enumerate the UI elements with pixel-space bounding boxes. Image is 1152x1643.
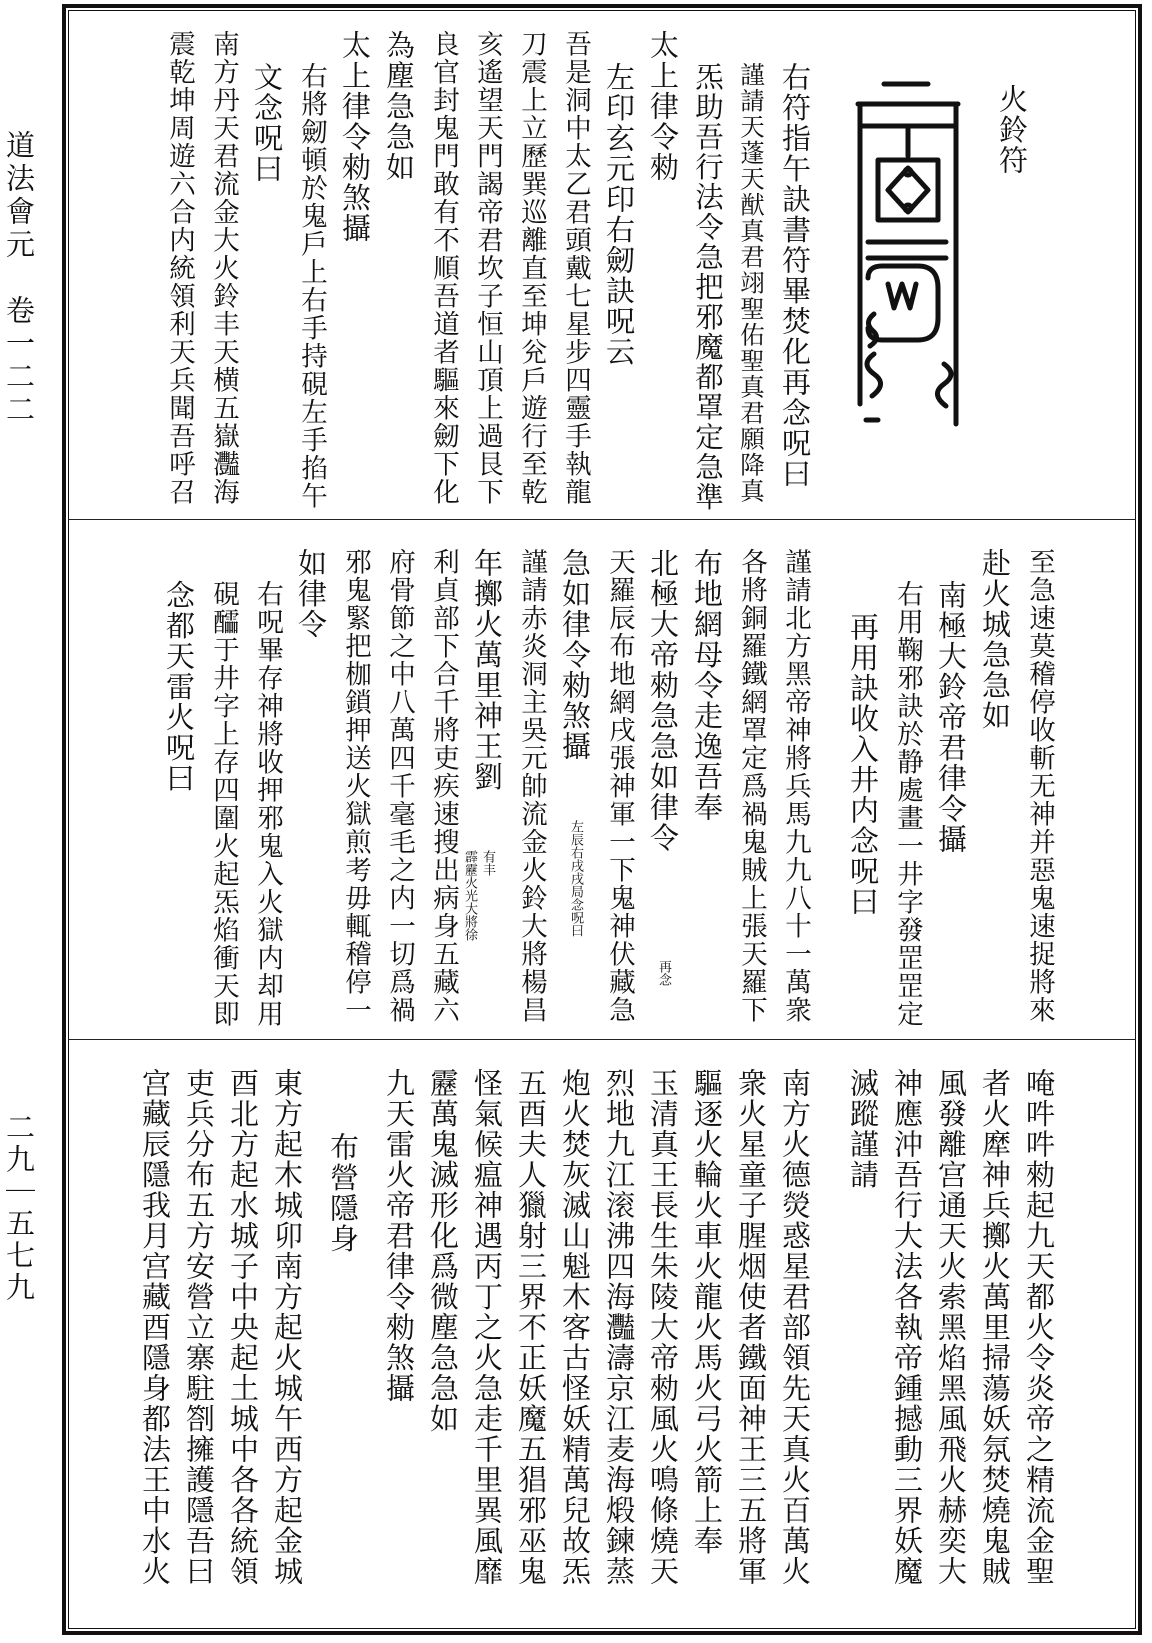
- text-column: 為塵急急如: [382, 30, 416, 183]
- text-column: 再用訣收入井内念呪曰: [846, 612, 880, 917]
- text-column: 謹請北方黑帝神將兵馬九九八十一萬衆: [780, 548, 811, 1024]
- text-column: 太上律令勑煞攝: [338, 30, 372, 244]
- text-column: 者火犘神兵擲火萬里掃蕩妖氛焚燒鬼賊: [978, 1068, 1012, 1587]
- text-column: 酉北方起水城子中央起土城中各各統領: [226, 1068, 260, 1587]
- text-column: 邪鬼緊把枷鎖押送火獄煎考毋輒稽停一: [340, 548, 371, 1024]
- text-column: 驅逐火輪火車火龍火馬火弓火箭上奉: [690, 1068, 724, 1556]
- text-column: 右用鞠邪訣於静處畫一井字發罡罡定: [892, 580, 923, 1028]
- text-column: 年擲火萬里神王劉: [470, 548, 504, 792]
- text-column: 各將銅羅鐵網罩定爲禍鬼賊上張天羅下: [736, 548, 767, 1024]
- text-column: 右將劒頓於鬼戶上右手持硯左手掐午: [296, 62, 327, 510]
- text-column: 吏兵分布五方安營立寨駐劄擁護隱吾曰: [182, 1068, 216, 1587]
- text-column: 東方起木城卯南方起火城午西方起金城: [270, 1068, 304, 1587]
- text-column: 如律令: [294, 548, 328, 640]
- text-column: 布地網母令走逸吾奉: [690, 548, 724, 823]
- text-column: 硯醽于井字上存四圍火起炁焰衝天即: [208, 580, 239, 1028]
- text-column: 九天雷火帝君律令勑煞攝: [382, 1068, 416, 1404]
- text-column: 刀震上立歷巽巡離直至坤兊戶遊行至乾: [516, 30, 547, 506]
- book-title-margin: 道法會元 卷一二二: [2, 130, 36, 427]
- text-column: 玉清真王長生朱陵大帝勑風火鳴條燒天: [646, 1068, 680, 1587]
- text-column: 靂萬鬼滅形化爲微塵急急如: [426, 1068, 460, 1434]
- talisman-seal-icon: [848, 64, 968, 444]
- text-column: 利貞部下合千將吏疾速搜出病身五藏六: [428, 548, 459, 1024]
- text-column: 南方火德熒惑星君部領先天真火百萬火: [778, 1068, 812, 1587]
- text-column: 府骨節之中八萬四千毫毛之内一切爲禍: [384, 548, 415, 1024]
- text-column: 布營隱身: [326, 1132, 360, 1254]
- text-column: 烈地九江滚沸四海灩濤京江麦海煅鍊蒸: [602, 1068, 636, 1587]
- text-column: 南方丹天君流金大火鈴丰天横五嶽灩海: [208, 30, 239, 506]
- text-column: 吾是洞中太乙君頭戴七星步四靈手執龍: [560, 30, 591, 506]
- text-column: 炮火焚灰滅山魁木客古怪妖精萬兒故炁: [558, 1068, 592, 1587]
- text-column: 右呪畢存神將收押邪鬼入火獄内却用: [252, 580, 283, 1028]
- talisman-name: 火鈴符: [995, 84, 1029, 176]
- text-column: 怪氣候瘟神遇丙丁之火急走千里異風靡: [470, 1068, 504, 1587]
- text-column: 右符指午訣書符畢焚化再念呪曰: [778, 62, 812, 489]
- text-column: 宫藏辰隱我月宫藏酉隱身都法王中水火: [138, 1068, 172, 1587]
- interlinear-note: 左辰右戌戌局念呪曰: [568, 820, 583, 937]
- interlinear-note: 有丰: [480, 850, 495, 876]
- text-column: 文念呪曰: [250, 62, 284, 184]
- section-divider-top: [68, 519, 1136, 520]
- text-column: 赴火城急急如: [978, 548, 1012, 731]
- text-column: 謹請天蓬天猷真君翊聖佑聖真君願降真: [737, 62, 766, 504]
- text-column: 北極大帝勑急急如律令: [646, 548, 680, 853]
- text-column: 亥遙望天門謁帝君坎子恒山頂上過艮下: [472, 30, 503, 506]
- text-column: 五酉夫人獵射三界不正妖魔五猖邪巫鬼: [514, 1068, 548, 1587]
- text-column: 至急速莫稽停收斬无神并惡鬼速捉將來: [1024, 548, 1055, 1024]
- text-column: 風發離宫通天火索黑焰黑風飛火赫奕大: [934, 1068, 968, 1587]
- text-column: 謹請赤炎洞主吳元帥流金火鈴大將楊昌: [516, 548, 547, 1024]
- text-column: 炁助吾行法令急把邪魔都罩定急準: [691, 62, 724, 512]
- text-column: 神應沖吾行大法各執帝鍾撼動三界妖魔: [890, 1068, 924, 1587]
- text-column: 南極大鈴帝君律令攝: [934, 580, 968, 855]
- text-column: 念都天雷火呪曰: [162, 580, 196, 794]
- text-column: 太上律令勑: [646, 30, 680, 183]
- interlinear-note: 再念: [656, 960, 671, 986]
- text-column: 衆火星童子腥烟使者鐵面神王三五將軍: [734, 1068, 768, 1587]
- text-column: 唵吽吽勑起九天都火令炎帝之精流金聖: [1022, 1068, 1056, 1587]
- text-column: 天羅辰布地網戌張神軍一下鬼神伏藏急: [604, 548, 635, 1024]
- text-column: 急如律令勑煞攝: [558, 548, 592, 762]
- text-column: 良官封鬼門敢有不順吾道者驅來劒下化: [428, 30, 459, 506]
- text-column: 滅蹤謹請: [846, 1068, 880, 1190]
- text-column: 左印玄元印右劒訣呪云: [602, 62, 636, 367]
- text-column: 震乾坤周遊六合内統領利天兵聞吾呼召: [164, 30, 195, 506]
- section-divider-bottom: [68, 1039, 1136, 1040]
- page-number-margin: 二九｜五七九: [2, 1112, 36, 1304]
- interlinear-note: 霹靂火光大將徐: [462, 850, 477, 941]
